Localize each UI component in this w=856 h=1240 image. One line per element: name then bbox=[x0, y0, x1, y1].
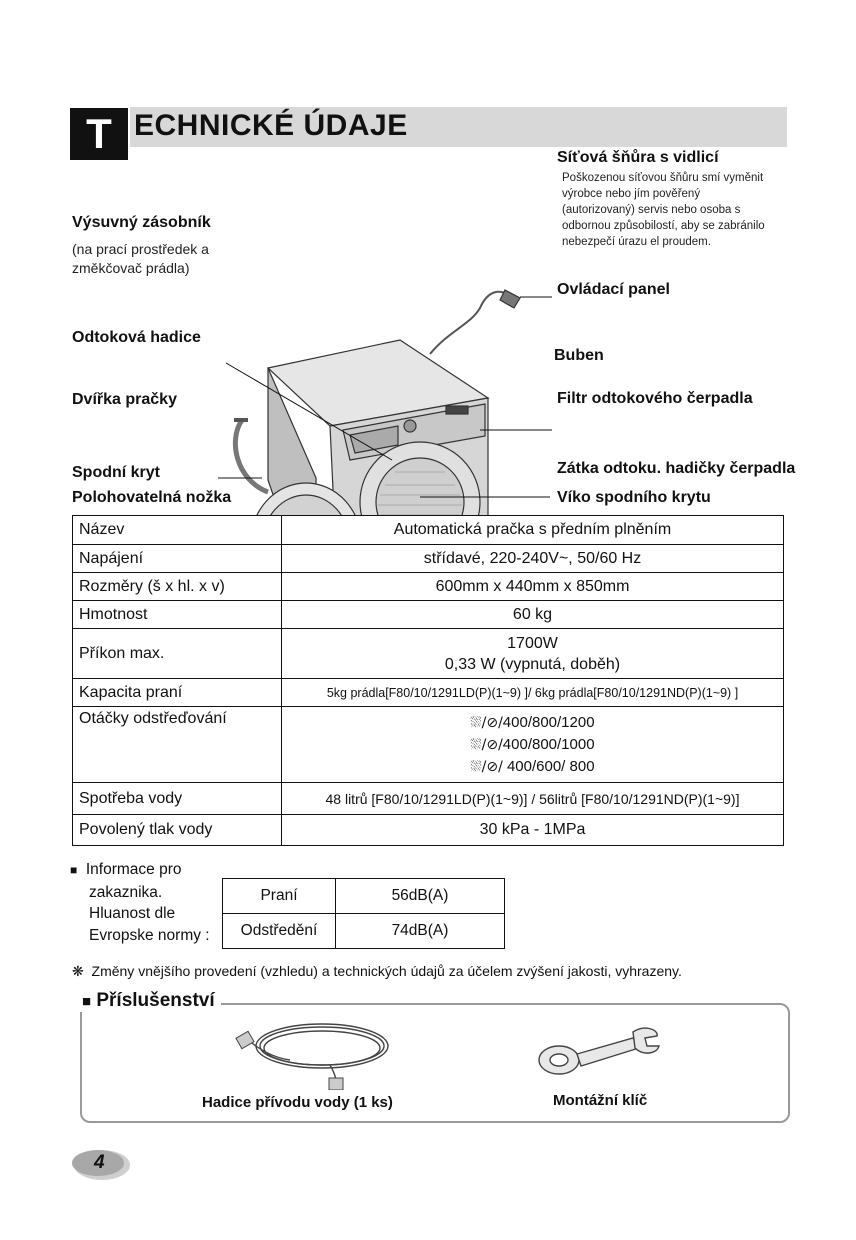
label-door: Dvířka pračky bbox=[72, 391, 177, 408]
bullet-square-icon: ■ bbox=[70, 863, 78, 877]
spec-key: Hmotnost bbox=[73, 601, 282, 629]
table-row bbox=[73, 815, 784, 846]
page-title: ECHNICKÉ ÚDAJE bbox=[134, 109, 408, 142]
table-row bbox=[73, 601, 784, 629]
spec-value: 30 kPa - 1MPa bbox=[282, 815, 784, 846]
label-bottom-cover: Spodní kryt bbox=[72, 464, 161, 481]
label-filter: Filtr odtokového čerpadla bbox=[557, 390, 753, 407]
spec-key: Název bbox=[73, 516, 282, 545]
table-row bbox=[223, 879, 505, 914]
spec-value: 48 litrů [F80/10/1291LD(P)(1~9)] / 56litrů [F80/10/1291ND(P)(1~9)] bbox=[282, 783, 784, 815]
table-row bbox=[73, 783, 784, 815]
spec-value: Automatická pračka s předním plněním bbox=[282, 516, 784, 545]
bullet-square-icon: ■ bbox=[82, 993, 92, 1010]
asterisk-icon: ❋ bbox=[72, 963, 84, 979]
section-initial: T bbox=[70, 108, 128, 160]
spec-value: 600mm x 440mm x 850mm bbox=[282, 573, 784, 601]
noise-info: ■ Informace pro zakaznika. Hluanost dle Evropske normy : bbox=[70, 861, 210, 944]
spec-value: 5kg prádla[F80/10/1291LD(P)(1~9) ]/ 6kg prádla[F80/10/1291ND(P)(1~9) ] bbox=[282, 679, 784, 707]
spec-key: Povolený tlak vody bbox=[73, 815, 282, 846]
label-cover-lid: Víko spodního krytu bbox=[557, 489, 711, 506]
table-row bbox=[73, 629, 784, 679]
spec-key: Otáčky odstřeďování bbox=[73, 707, 282, 783]
spec-value: ⛆/⊘/400/800/1200 ⛆/⊘/400/800/1000 ⛆/⊘/ 400/600/ 800 bbox=[282, 707, 784, 783]
label-control-panel: Ovládací panel bbox=[557, 281, 670, 298]
noise-value: 74dB(A) bbox=[336, 914, 505, 949]
label-drain-hose: Odtoková hadice bbox=[72, 329, 201, 346]
noise-key: Odstředění bbox=[223, 914, 336, 949]
table-row bbox=[73, 707, 784, 783]
spec-key: Kapacita praní bbox=[73, 679, 282, 707]
accessory-hose-label: Hadice přívodu vody (1 ks) bbox=[202, 1094, 393, 1111]
accessories-heading: ■ Příslušenství bbox=[76, 990, 221, 1012]
table-row bbox=[73, 516, 784, 545]
label-drum: Buben bbox=[554, 347, 604, 364]
footnote: ❋ Změny vnějšího provedení (vzhledu) a technických údajů za účelem zvýšení jakosti, vyhrazeny. bbox=[72, 963, 682, 979]
spin-icons: ⛆/⊘/ bbox=[470, 736, 503, 753]
spec-table bbox=[72, 515, 784, 846]
table-row bbox=[73, 573, 784, 601]
spec-key: Příkon max. bbox=[73, 629, 282, 679]
spec-value: střídavé, 220-240V~, 50/60 Hz bbox=[282, 545, 784, 573]
accessories-box bbox=[80, 1003, 790, 1123]
spec-key: Napájení bbox=[73, 545, 282, 573]
spec-value: 1700W 0,33 W (vypnutá, doběh) bbox=[282, 629, 784, 679]
page-number: 4 bbox=[94, 1152, 105, 1173]
label-leg: Polohovatelná nožka bbox=[72, 489, 232, 506]
noise-key: Praní bbox=[223, 879, 336, 914]
label-drain-plug: Zátka odtoku. hadičky čerpadla bbox=[557, 460, 796, 477]
spin-icons: ⛆/⊘/ bbox=[470, 714, 503, 731]
spin-icons: ⛆/⊘/ bbox=[470, 758, 503, 775]
noise-table bbox=[222, 878, 505, 949]
accessory-wrench-label: Montážní klíč bbox=[553, 1092, 648, 1109]
table-row bbox=[73, 545, 784, 573]
wrench-icon bbox=[535, 1022, 665, 1082]
table-row bbox=[223, 914, 505, 949]
drawer-note: (na prací prostředek a změkčovač prádla) bbox=[72, 241, 209, 276]
power-cord-note: Poškozenou síťovou šňůru smí vyměnit výrobce nebo jím pověřený (autorizovaný) servis nebo osoba s odbornou způsobilostí, aby se zabránilo nebezpečí úrazu el proudem. bbox=[562, 172, 765, 248]
label-power-cord: Síťová šňůra s vidlicí bbox=[557, 149, 719, 166]
hose-icon bbox=[230, 1010, 400, 1090]
spec-value: 60 kg bbox=[282, 601, 784, 629]
spec-key: Spotřeba vody bbox=[73, 783, 282, 815]
noise-value: 56dB(A) bbox=[336, 879, 505, 914]
table-row bbox=[73, 679, 784, 707]
spec-key: Rozměry (š x hl. x v) bbox=[73, 573, 282, 601]
label-drawer: Výsuvný zásobník bbox=[72, 214, 211, 231]
